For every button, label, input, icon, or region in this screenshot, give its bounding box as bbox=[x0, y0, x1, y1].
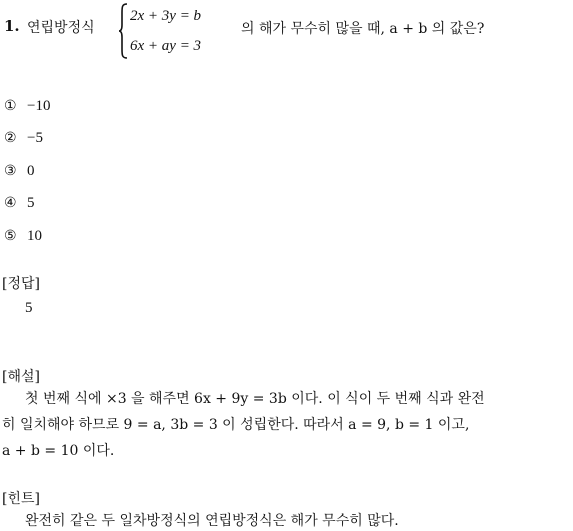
equation-1: 2x + 3y = b bbox=[130, 8, 202, 24]
question-prefix: 연립방정식 bbox=[27, 20, 95, 36]
choice-value: −5 bbox=[27, 130, 43, 146]
explanation-label: [해설] bbox=[2, 369, 40, 385]
question-suffix: 의 해가 무수히 많을 때, a + b 의 값은? bbox=[241, 21, 485, 37]
left-brace-icon bbox=[118, 3, 128, 59]
choice-value: 10 bbox=[27, 228, 43, 244]
choice-mark: ⑤ bbox=[4, 228, 17, 244]
answer-value: 5 bbox=[25, 300, 33, 316]
choice-value: −10 bbox=[27, 98, 51, 114]
choice-4[interactable] bbox=[4, 195, 35, 212]
question-number: 1. bbox=[4, 17, 20, 35]
choice-mark: ③ bbox=[4, 163, 17, 179]
equation-2: 6x + ay = 3 bbox=[130, 38, 202, 54]
choice-value: 0 bbox=[27, 163, 35, 179]
hint-text: 완전히 같은 두 일차방정식의 연립방정식은 해가 무수히 많다. bbox=[25, 513, 399, 529]
choice-value: 5 bbox=[27, 195, 35, 211]
hint-label: [힌트] bbox=[2, 491, 40, 507]
choice-5[interactable] bbox=[4, 228, 42, 245]
choice-1[interactable] bbox=[4, 98, 50, 115]
answer-label: [정답] bbox=[2, 276, 40, 292]
explanation-line-1: 첫 번째 식에 ×3 을 해주면 6x + 9y = 3b 이다. 이 식이 두 번째 식과 완전 bbox=[25, 391, 485, 407]
choice-3[interactable] bbox=[4, 163, 35, 180]
choice-mark: ② bbox=[4, 130, 17, 146]
explanation-line-2: 히 일치해야 하므로 9 = a, 3b = 3 이 성립한다. 따라서 a = 9, b = 1 이고, bbox=[2, 417, 470, 433]
choice-mark: ① bbox=[4, 98, 17, 114]
choice-mark: ④ bbox=[4, 195, 17, 211]
explanation-line-3: a + b = 10 이다. bbox=[2, 443, 115, 459]
choice-2[interactable] bbox=[4, 130, 43, 147]
